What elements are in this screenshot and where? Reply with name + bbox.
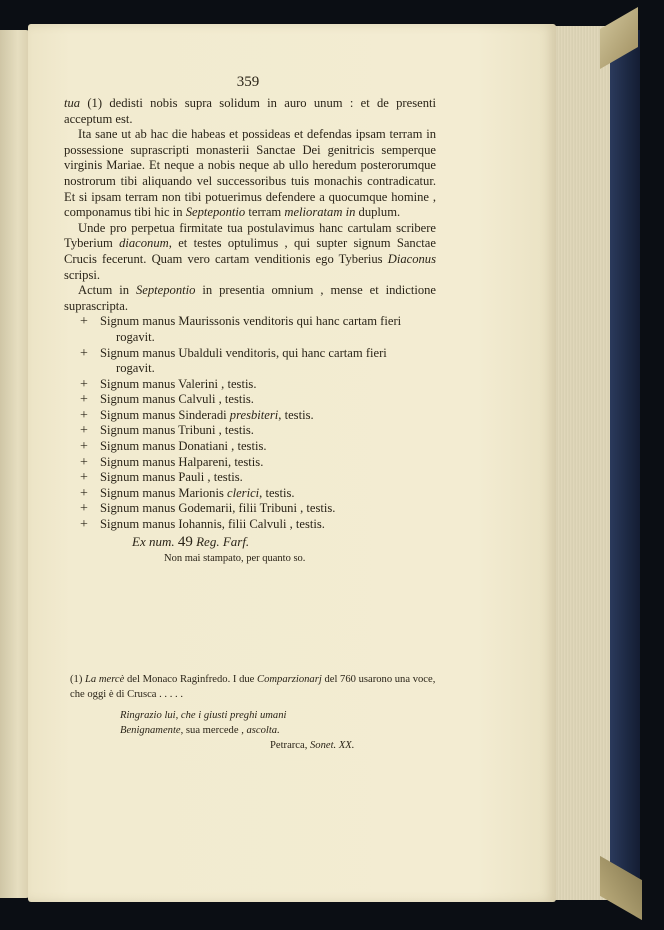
signature-list bbox=[64, 314, 436, 532]
signature-line: + Signum manus Sinderadi presbiteri, testis. bbox=[80, 407, 314, 423]
cross-mark: + bbox=[80, 423, 88, 439]
page-number: 359 bbox=[236, 74, 260, 90]
paragraph-3: Unde pro perpetua firmitate tua postulavimus hanc cartulam scribere Tyberium diaconum, et testes optulimus , qui supter signum Sanctae Crucis fecerunt. Quam vero cartam venditionis ego Tyberius Diaconus scripsi. bbox=[64, 220, 436, 282]
cross-mark: + bbox=[80, 376, 88, 392]
cross-mark: + bbox=[80, 314, 88, 330]
page-block-edges bbox=[548, 26, 613, 900]
signature-line: + Signum manus Marionis clerici, testis. bbox=[80, 485, 295, 501]
paragraph-2: Ita sane ut ab hac die habeas et possideas et defendas ipsam terram in possessione suprascripti monasterii Sanctae Dei genitricis semperque virginis Mariae. Et neque a nobis neque ab ullo heredum posterorumque nostrorum tibi aliquando vel successoribus tuis monachis contradicatur. Et si ipsam terram non tibi potuerimus defendere a quocumque homine , componamus tibi hic in Septepontio terram melioratam in duplum. bbox=[64, 127, 436, 220]
source-reference: Ex num. 49 Reg. Farf. bbox=[132, 533, 250, 550]
page-content bbox=[64, 74, 436, 567]
footnote bbox=[70, 672, 440, 753]
verse-line-2: Benignamente, sua mercede , ascolta. bbox=[120, 725, 280, 736]
paragraph-1: tua (1) dedisti nobis supra solidum in auro unum : et de presenti acceptum est. bbox=[64, 96, 436, 126]
cross-mark: + bbox=[80, 439, 88, 455]
verse-attribution: Petrarca, Sonet. XX. bbox=[270, 740, 355, 751]
signature-line: + Signum manus Valerini , testis. bbox=[80, 376, 257, 392]
signature-line: + Signum manus Maurissonis venditoris qui hanc cartam fieri rogavit. bbox=[80, 314, 402, 344]
signature-line: + Signum manus Iohannis, filii Calvuli , testis. bbox=[80, 517, 325, 533]
signature-line: + Signum manus Calvuli , testis. bbox=[80, 392, 254, 408]
footnote-text: (1) La mercè del Monaco Raginfredo. I due Comparzionarj del 760 usarono una voce, che oggi è di Crusca . . . . . bbox=[70, 674, 436, 700]
cross-mark: + bbox=[80, 407, 88, 423]
left-page-edge bbox=[0, 30, 30, 898]
book-cover bbox=[610, 30, 640, 902]
signature-line: + Signum manus Halpareni, testis. bbox=[80, 454, 264, 470]
paragraph-4: Actum in Septepontio in presentia omnium , mense et indictione suprascripta. bbox=[64, 283, 436, 313]
verse-line-1: Ringrazio lui, che i giusti preghi umani bbox=[120, 710, 287, 721]
editor-note: Non mai stampato, per quanto so. bbox=[164, 552, 306, 564]
signature-line: + Signum manus Donatiani , testis. bbox=[80, 439, 267, 455]
cross-mark: + bbox=[80, 470, 88, 486]
signature-line: + Signum manus Ubalduli venditoris, qui hanc cartam fieri rogavit. bbox=[80, 345, 387, 376]
cross-mark: + bbox=[80, 392, 88, 408]
signature-line: + Signum manus Godemarii, filii Tribuni , testis. bbox=[80, 501, 336, 517]
cross-mark: + bbox=[80, 517, 88, 533]
cross-mark: + bbox=[80, 345, 88, 361]
cross-mark: + bbox=[80, 501, 88, 517]
cross-mark: + bbox=[80, 485, 88, 501]
cross-mark: + bbox=[80, 454, 88, 470]
signature-line: + Signum manus Tribuni , testis. bbox=[80, 423, 254, 439]
signature-line: + Signum manus Pauli , testis. bbox=[80, 470, 243, 486]
